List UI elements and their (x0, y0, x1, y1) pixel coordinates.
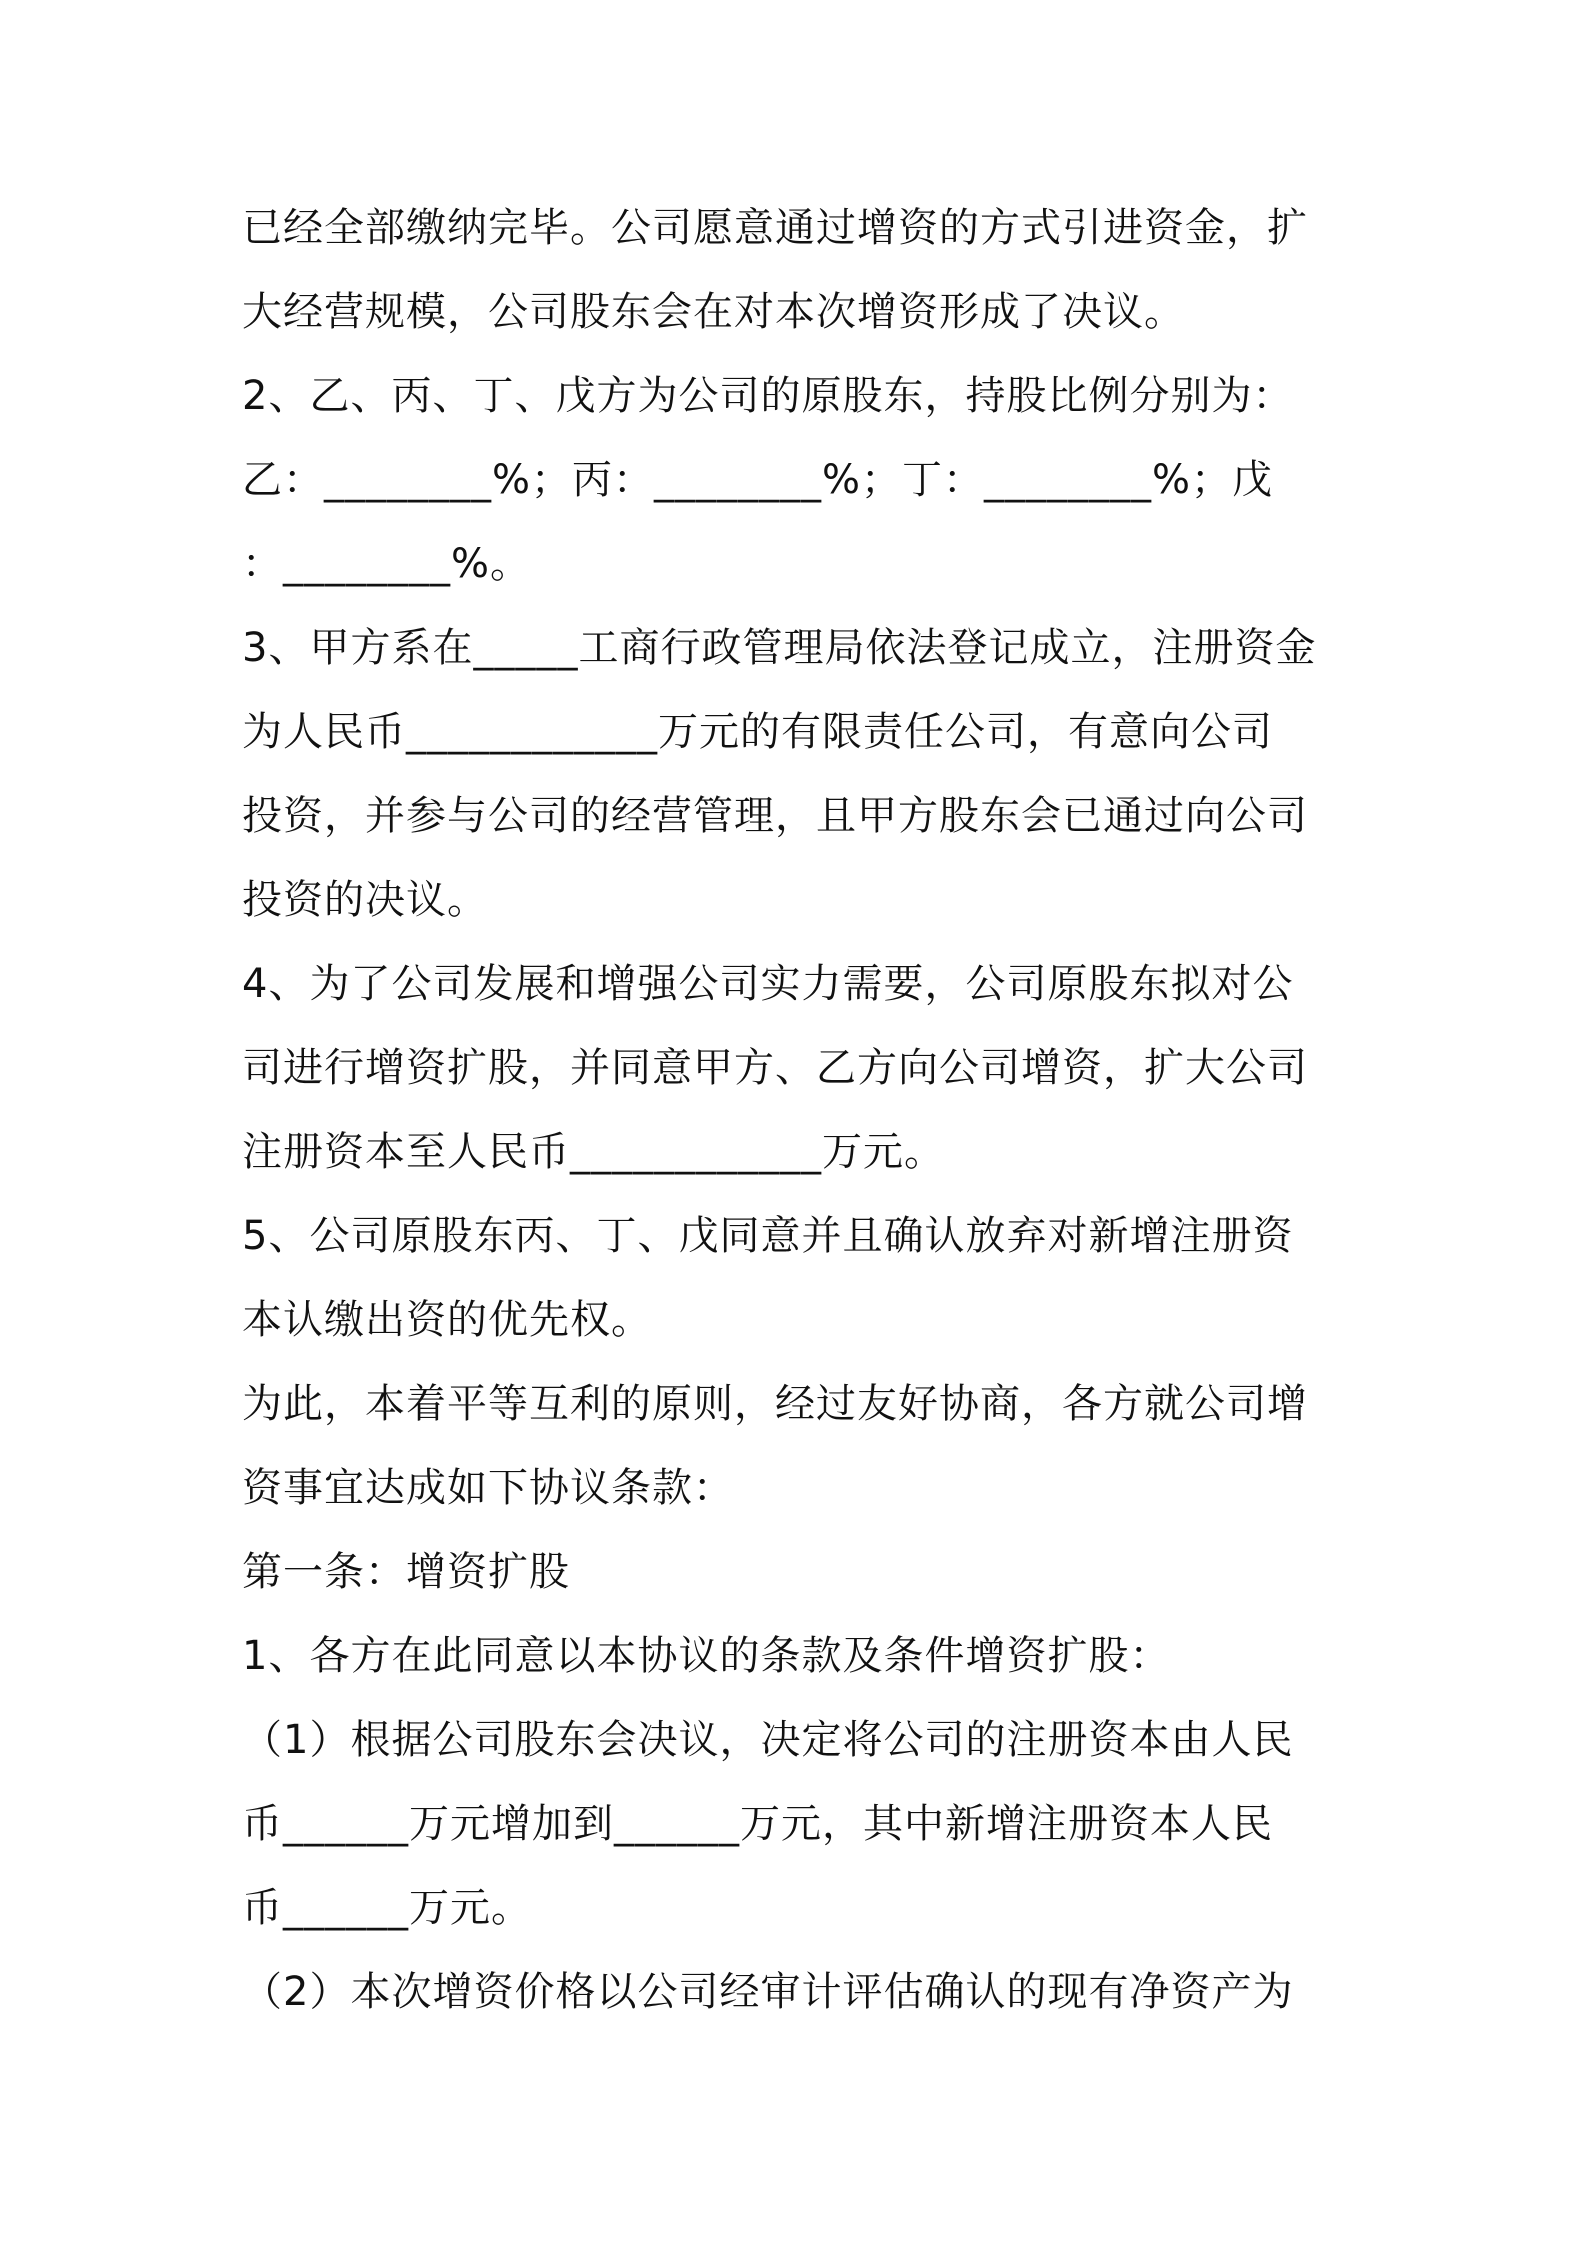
text-line: 已经全部缴纳完毕。公司愿意通过增资的方式引进资金，扩 (242, 205, 1308, 251)
text-line: ：________%。 (242, 541, 532, 587)
text-line: 为人民币____________万元的有限责任公司，有意向公司 (242, 709, 1273, 755)
text-line: 司进行增资扩股，并同意甲方、乙方向公司增资，扩大公司 (242, 1045, 1308, 1091)
text-line: （1）根据公司股东会决议，决定将公司的注册资本由人民 (242, 1717, 1294, 1763)
text-line: 大经营规模，公司股东会在对本次增资形成了决议。 (242, 289, 1185, 335)
text-line: 2、乙、丙、丁、戊方为公司的原股东，持股比例分别为： (242, 373, 1294, 419)
section-heading: 第一条：增资扩股 (242, 1549, 570, 1595)
text-line: 本认缴出资的优先权。 (242, 1297, 652, 1343)
text-line: 1、各方在此同意以本协议的条款及条件增资扩股： (242, 1633, 1171, 1679)
text-line: （2）本次增资价格以公司经审计评估确认的现有净资产为 (242, 1969, 1294, 2015)
text-line: 3、甲方系在_____工商行政管理局依法登记成立，注册资金 (242, 625, 1317, 671)
text-line: 资事宜达成如下协议条款： (242, 1465, 734, 1511)
text-line: 乙：________%；丙：________%；丁：________%；戊 (242, 457, 1274, 503)
text-line: 币______万元。 (242, 1885, 532, 1931)
text-line: 4、为了公司发展和增强公司实力需要，公司原股东拟对公 (242, 961, 1294, 1007)
text-line: 5、公司原股东丙、丁、戊同意并且确认放弃对新增注册资 (242, 1213, 1294, 1259)
text-line: 币______万元增加到______万元，其中新增注册资本人民 (242, 1801, 1273, 1847)
text-line: 注册资本至人民币____________万元。 (242, 1129, 945, 1175)
text-line: 投资的决议。 (242, 877, 488, 923)
text-line: 投资，并参与公司的经营管理，且甲方股东会已通过向公司 (242, 793, 1308, 839)
text-line: 为此，本着平等互利的原则，经过友好协商，各方就公司增 (242, 1381, 1308, 1427)
